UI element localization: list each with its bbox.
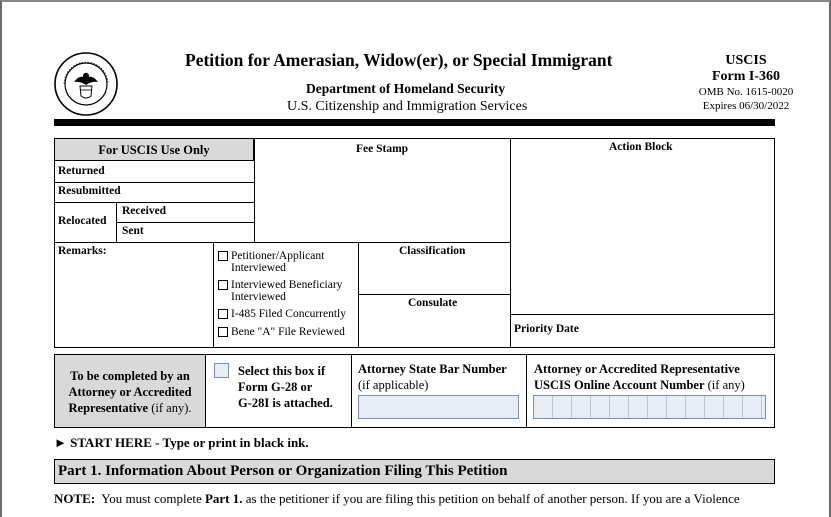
resubmitted-label: Resubmitted (58, 185, 121, 197)
agency-short: USCIS (725, 53, 767, 68)
received-label: Received (122, 205, 167, 217)
checkbox-bene-a-file[interactable]: Bene "A" File Reviewed (218, 326, 345, 338)
remarks-label: Remarks: (58, 245, 107, 257)
checkbox-i485-filed[interactable]: I-485 Filed Concurrently (218, 308, 346, 320)
form-id-block (660, 52, 831, 113)
checkbox-beneficiary-interviewed[interactable]: Interviewed Beneficiary Interviewed (218, 279, 342, 303)
agency-name: U.S. Citizenship and Immigration Services (287, 99, 528, 114)
g28-checkbox[interactable] (214, 363, 229, 378)
start-here-instruction: ► START HERE - Type or print in black ink. (54, 435, 309, 450)
expiration-date: Expires 06/30/2022 (702, 100, 790, 112)
action-block-label: Action Block (609, 141, 673, 153)
part1-heading: Part 1. Information About Person or Organization Filing This Petition (54, 459, 775, 484)
form-number: Form I-360 (711, 69, 781, 84)
bar-number-input[interactable] (358, 395, 519, 419)
consulate-label: Consulate (408, 297, 458, 309)
fee-stamp-label: Fee Stamp (356, 143, 409, 155)
checkbox-icon[interactable] (218, 327, 228, 337)
part1-note: NOTE: You must complete Part 1. as the petitioner if you are filing this petition on behalf of another person. If you are a Violence (54, 491, 740, 506)
checkbox-icon[interactable] (218, 280, 228, 290)
g28-label: Select this box if Form G-28 or G-28I is attached. (238, 364, 333, 410)
omb-number: OMB No. 1615-0020 (698, 86, 794, 98)
attorney-instructions: To be completed by an Attorney or Accredited Representative (if any). (68, 369, 192, 415)
uscis-account-input[interactable] (533, 395, 766, 419)
checkbox-petitioner-interviewed[interactable]: Petitioner/Applicant Interviewed (218, 250, 324, 274)
uscis-use-heading: For USCIS Use Only (54, 138, 254, 161)
returned-label: Returned (58, 165, 105, 177)
department-name: Department of Homeland Security (306, 81, 506, 96)
form-title: Petition for Amerasian, Widow(er), or Special Immigrant (185, 50, 613, 70)
relocated-label: Relocated (58, 215, 107, 227)
classification-label: Classification (399, 245, 466, 257)
checkbox-icon[interactable] (218, 309, 228, 319)
dhs-seal-icon (54, 52, 118, 116)
header-rule (54, 119, 775, 126)
priority-date-label: Priority Date (514, 323, 579, 335)
sent-label: Sent (122, 225, 144, 237)
bar-number-label: Attorney State Bar Number (if applicable) (358, 362, 507, 392)
checkbox-icon[interactable] (218, 251, 228, 261)
uscis-account-label: Attorney or Accredited Representative USCIS Online Account Number (if any) (534, 362, 745, 392)
